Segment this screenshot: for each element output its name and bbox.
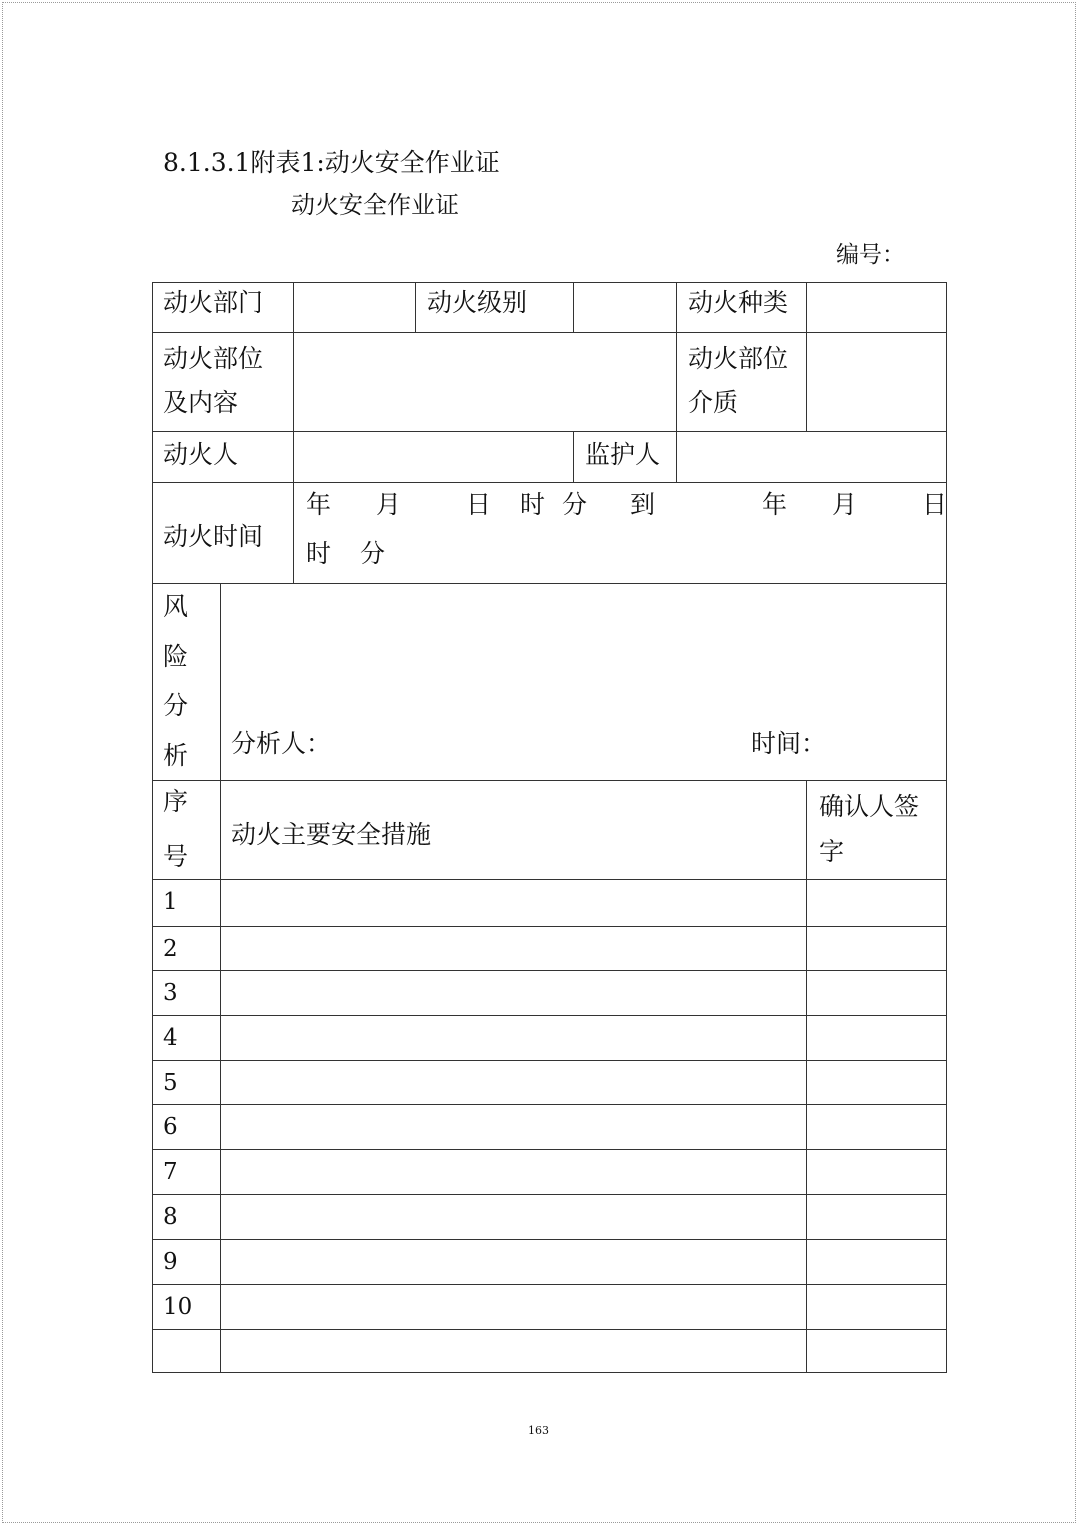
field-confirmer-signature[interactable] — [807, 1150, 945, 1194]
label-risk-analysis-char: 风 — [163, 592, 189, 621]
label-hot-work-location-line2: 及内容 — [163, 388, 239, 417]
label-hot-work-level: 动火级别 — [427, 288, 528, 317]
measure-row-number: 8 — [163, 1204, 178, 1230]
field-confirmer-signature[interactable] — [807, 880, 945, 926]
time-from-year-unit: 年 — [306, 490, 332, 519]
field-safety-measure[interactable] — [221, 1061, 805, 1104]
measure-row-number: 6 — [163, 1114, 178, 1140]
field-hot-work-location-content[interactable] — [294, 333, 675, 430]
field-safety-measure[interactable] — [221, 1330, 805, 1372]
field-confirmer-signature[interactable] — [807, 1195, 945, 1239]
field-hot-work-department[interactable] — [294, 283, 414, 331]
field-safety-measure[interactable] — [221, 1105, 805, 1149]
measure-row-number: 4 — [163, 1025, 178, 1051]
field-safety-measure[interactable] — [221, 927, 805, 970]
page-number: 163 — [528, 1424, 549, 1437]
time-from-minute-unit: 分 — [562, 490, 588, 519]
field-hot-work-level[interactable] — [574, 283, 675, 331]
label-hot-work-time: 动火时间 — [163, 522, 264, 551]
label-hot-work-location-line1: 动火部位 — [163, 344, 264, 373]
table-rule-vertical — [946, 282, 947, 1373]
label-serial-number-char: 号 — [163, 842, 189, 871]
label-hot-work-operator: 动火人 — [163, 440, 239, 469]
field-confirmer-signature[interactable] — [807, 927, 945, 970]
table-rule-vertical — [573, 431, 574, 483]
field-safety-measure[interactable] — [221, 1240, 805, 1284]
field-guardian[interactable] — [677, 432, 945, 481]
field-confirmer-signature[interactable] — [807, 1285, 945, 1329]
table-rule-vertical — [152, 282, 153, 1373]
field-safety-measure[interactable] — [221, 880, 805, 926]
field-safety-measure[interactable] — [221, 1285, 805, 1329]
time-to-minute-unit: 分 — [360, 539, 386, 568]
table-rule-vertical — [415, 282, 416, 333]
time-to-word: 到 — [630, 490, 656, 519]
section-title: 8.1.3.1附表1:动火安全作业证 — [163, 148, 500, 177]
field-hot-work-medium[interactable] — [807, 333, 945, 430]
time-to-month-unit: 月 — [832, 490, 858, 519]
field-confirmer-signature[interactable] — [807, 1105, 945, 1149]
label-confirmer-signature-line2: 字 — [819, 837, 845, 866]
time-from-hour-unit: 时 — [520, 490, 546, 519]
label-hot-work-medium-line1: 动火部位 — [688, 344, 789, 373]
field-safety-measure[interactable] — [221, 1016, 805, 1060]
field-confirmer-signature[interactable] — [807, 1240, 945, 1284]
measure-row-number: 1 — [163, 889, 178, 915]
label-confirmer-signature-line1: 确认人签 — [819, 792, 920, 821]
document-title: 动火安全作业证 — [291, 191, 459, 219]
label-risk-analysis-char: 险 — [163, 642, 189, 671]
table-rule-horizontal — [152, 780, 947, 781]
label-analyst: 分析人： — [231, 729, 332, 758]
field-safety-measure[interactable] — [221, 1150, 805, 1194]
measure-row-number: 9 — [163, 1249, 178, 1275]
field-hot-work-operator[interactable] — [294, 432, 572, 481]
table-rule-horizontal — [152, 482, 947, 483]
time-from-day-unit: 日 — [466, 490, 492, 519]
field-safety-measure[interactable] — [221, 971, 805, 1015]
field-confirmer-signature[interactable] — [807, 1330, 945, 1372]
field-confirmer-signature[interactable] — [807, 971, 945, 1015]
table-rule-horizontal — [152, 1372, 947, 1373]
label-guardian: 监护人 — [585, 440, 661, 469]
measure-row-number: 2 — [163, 936, 178, 962]
label-hot-work-department: 动火部门 — [163, 288, 264, 317]
label-risk-analysis-char: 析 — [163, 741, 189, 770]
measure-row-number: 5 — [163, 1070, 178, 1096]
time-to-hour-unit: 时 — [306, 539, 332, 568]
label-risk-analysis-char: 分 — [163, 691, 189, 720]
label-analysis-time: 时间： — [751, 729, 827, 758]
time-to-year-unit: 年 — [762, 490, 788, 519]
field-hot-work-type[interactable] — [807, 283, 945, 331]
time-to-day-unit: 日 — [922, 490, 948, 519]
label-hot-work-medium-line2: 介质 — [688, 388, 739, 417]
field-confirmer-signature[interactable] — [807, 1016, 945, 1060]
label-serial-number-char: 序 — [163, 787, 189, 816]
label-hot-work-type: 动火种类 — [688, 288, 789, 317]
field-safety-measure[interactable] — [221, 1195, 805, 1239]
measure-row-number: 7 — [163, 1159, 178, 1185]
field-confirmer-signature[interactable] — [807, 1061, 945, 1104]
label-main-safety-measures: 动火主要安全措施 — [231, 820, 432, 849]
measure-row-number: 3 — [163, 980, 178, 1006]
time-from-month-unit: 月 — [376, 490, 402, 519]
measure-row-number: 10 — [163, 1294, 193, 1320]
permit-number-label: 编号： — [836, 242, 905, 268]
